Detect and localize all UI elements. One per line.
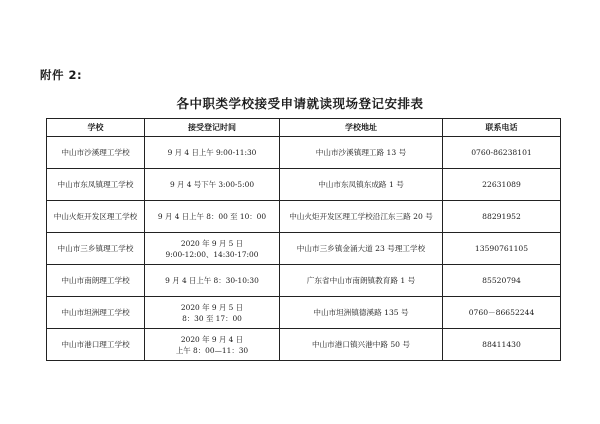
registration-time-line: 2020 年 9 月 4 日 bbox=[180, 334, 244, 344]
contact-phone-cell: 13590761105 bbox=[443, 233, 561, 265]
registration-time-line: 9:00-12:00、14:30-17:00 bbox=[165, 249, 259, 259]
registration-time-cell bbox=[145, 201, 280, 233]
table-row bbox=[47, 329, 561, 361]
registration-time-line: 9 月 4 日上午 8：00 至 10：00 bbox=[157, 212, 267, 221]
school-address-cell: 中山市东凤镇东成路 1 号 bbox=[280, 169, 443, 201]
registration-time-cell bbox=[145, 137, 280, 169]
school-address-cell: 中山市沙溪镇理工路 13 号 bbox=[280, 137, 443, 169]
registration-time-line: 9 月 4 日上午 9:00-11:30 bbox=[167, 148, 257, 157]
table-header-row bbox=[47, 119, 561, 137]
registration-time-line: 上午 8：00—11：30 bbox=[175, 345, 249, 355]
school-name-cell: 中山火炬开发区理工学校 bbox=[47, 201, 145, 233]
school-address-cell: 中山市三乡镇金涌大道 23 号理工学校 bbox=[280, 233, 443, 265]
school-name-cell: 中山市东凤镇理工学校 bbox=[47, 169, 145, 201]
header-school: 学校 bbox=[47, 119, 145, 137]
contact-phone-cell: 85520794 bbox=[443, 265, 561, 297]
registration-time-line: 2020 年 9 月 5 日 bbox=[180, 238, 244, 248]
contact-phone-cell: 22631089 bbox=[443, 169, 561, 201]
table-row bbox=[47, 169, 561, 201]
table-row bbox=[47, 297, 561, 329]
table-row bbox=[47, 233, 561, 265]
registration-time-cell bbox=[145, 233, 280, 265]
school-name-cell: 中山市三乡镇理工学校 bbox=[47, 233, 145, 265]
school-address-cell: 中山市坦洲镇德溪路 135 号 bbox=[280, 297, 443, 329]
table-row bbox=[47, 137, 561, 169]
registration-time-line: 2020 年 9 月 5 日 bbox=[180, 302, 244, 312]
contact-phone-cell: 0760－86652244 bbox=[443, 297, 561, 329]
school-address-cell: 广东省中山市南朗镇教育路 1 号 bbox=[280, 265, 443, 297]
table-row bbox=[47, 201, 561, 233]
attachment-label: 附件 2: bbox=[40, 68, 83, 82]
registration-time-line: 9 月 4 日上午 8：30-10:30 bbox=[165, 276, 259, 285]
registration-time-line: 9 月 4 号下午 3:00-5:00 bbox=[169, 180, 255, 189]
registration-time-cell bbox=[145, 329, 280, 361]
contact-phone-cell: 88411430 bbox=[443, 329, 561, 361]
school-name-cell: 中山市沙溪理工学校 bbox=[47, 137, 145, 169]
school-name-cell: 中山市坦洲理工学校 bbox=[47, 297, 145, 329]
registration-time-cell bbox=[145, 297, 280, 329]
contact-phone-cell: 88291952 bbox=[443, 201, 561, 233]
school-address-cell: 中山火炬开发区理工学校沿江东三路 20 号 bbox=[280, 201, 443, 233]
header-registration-time: 接受登记时间 bbox=[145, 119, 280, 137]
school-name-cell: 中山市南朗理工学校 bbox=[47, 265, 145, 297]
registration-time-cell bbox=[145, 169, 280, 201]
registration-time-cell bbox=[145, 265, 280, 297]
header-school-address: 学校地址 bbox=[280, 119, 443, 137]
registration-schedule-table bbox=[46, 118, 561, 361]
header-contact-phone: 联系电话 bbox=[443, 119, 561, 137]
school-address-cell: 中山市港口镇兴港中路 50 号 bbox=[280, 329, 443, 361]
table-row bbox=[47, 265, 561, 297]
document-title: 各中职类学校接受申请就读现场登记安排表 bbox=[176, 96, 424, 111]
contact-phone-cell: 0760-86238101 bbox=[443, 137, 561, 169]
registration-time-line: 8：30 至 17：00 bbox=[182, 313, 242, 323]
school-name-cell: 中山市港口理工学校 bbox=[47, 329, 145, 361]
